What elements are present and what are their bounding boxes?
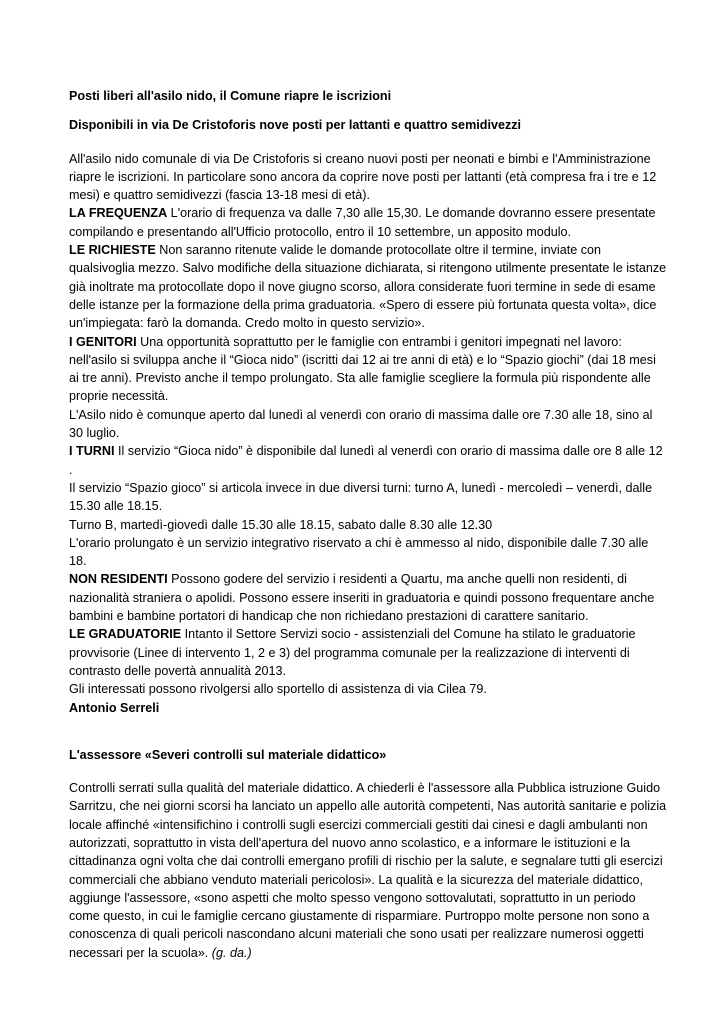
non-residenti-text: Possono godere del servizio i residenti a Quartu, ma anche quelli non residenti, di nazionalità straniera o apolidi. Possono essere inseriti in graduatoria e quindi possono frequentare anche bambini e bambine portatori di handicap che non richiedano prestazioni di carattere sanitario. xyxy=(69,572,655,624)
graduatorie-paragraph xyxy=(69,625,669,680)
richieste-paragraph xyxy=(69,241,669,332)
article-body xyxy=(69,150,669,717)
article-author: Antonio Serreli xyxy=(69,700,160,715)
graduatorie-heading: LE GRADUATORIE xyxy=(69,627,182,642)
turni-text: Il servizio “Gioca nido” è disponibile dal lunedì al venerdì con orario di massima dalle ore 8 alle 12 . xyxy=(69,444,663,477)
intro-paragraph: All'asilo nido comunale di via De Cristoforis si creano nuovi posti per neonati e bimbi e l'Amministrazione riapre le iscrizioni. In particolare sono ancora da coprire nove posti per lattanti (età compresa fra i tre e 12 mesi) e quattro semidivezzi (fascia 13-18 mesi di età). xyxy=(69,151,657,203)
contatti-paragraph: Gli interessati possono rivolgersi allo sportello di assistenza di via Cilea 79. xyxy=(69,682,487,697)
non-residenti-heading: NON RESIDENTI xyxy=(69,572,168,587)
non-residenti-paragraph xyxy=(69,570,669,625)
richieste-heading: LE RICHIESTE xyxy=(69,243,156,258)
spazio-gioco-paragraph: Il servizio “Spazio gioco” si articola invece in due diversi turni: turno A, lunedì - mercoledì – venerdì, dalle 15.30 alle 18.15. xyxy=(69,480,653,514)
genitori-text: Una opportunità soprattutto per le famiglie con entrambi i genitori impegnati nel lavoro: nell'asilo si sviluppa anche il “Gioca nido” (iscritti dai 12 ai tre anni di età) e lo “Spazio giochi” (dai 18 mesi ai tre anni). Previsto anche il tempo prolungato. Sta alle famiglie scegliere la formula più rispondente alle proprie necessità. xyxy=(69,334,656,404)
genitori-heading: I GENITORI xyxy=(69,334,137,349)
orario-paragraph: L'Asilo nido è comunque aperto dal lunedì al venerdì con orario di massima dalle ore 7.30 alle 18, sino al 30 luglio. xyxy=(69,407,653,441)
frequenza-heading: LA FREQUENZA xyxy=(69,206,168,221)
second-article-body xyxy=(69,779,669,962)
article-subtitle: Disponibili in via De Cristoforis nove posti per lattanti e quattro semidivezzi xyxy=(69,118,522,133)
prolungato-paragraph: L'orario prolungato è un servizio integrativo riservato a chi è ammesso al nido, disponibile dalle 7.30 alle 18. xyxy=(69,535,649,569)
graduatorie-text: Intanto il Settore Servizi socio - assistenziali del Comune ha stilato le graduatorie provvisorie (Linee di intervento 1, 2 e 3) del programma comunale per la realizzazione di interventi di contrasto delle povertà annualità 2013. xyxy=(69,627,636,678)
document-content xyxy=(69,87,669,962)
second-article-title: L'assessore «Severi controlli sul materiale didattico» xyxy=(69,747,387,762)
second-article-text: Controlli serrati sulla qualità del materiale didattico. A chiederli è l'assessore alla Pubblica istruzione Guido Sarritzu, che nei giorni scorsi ha lanciato un appello alle autorità competenti, Nas autorità sanitarie e polizia locale affinché «intensifichino i controlli sugli esercizi commerciali gestiti dai cinesi e dagli ambulanti non autorizzati, soprattutto in vista dell'apertura del nuovo anno scolastico, e a informare le istituzioni e la cittadinanza ogni volta che dai controlli emergano profili di rischio per la salute, e segnalare tutti gli esercizi commerciali che abbiano venduto materiali pericolosi». La qualità e la sicurezza del materiale didattico, aggiunge l'assessore, «sono aspetti che molto spesso vengono sottovalutati, soprattutto in un periodo come questo, in cui le famiglie cercano giustamente di risparmiare. Purtroppo molte persone non sono a conoscenza di quali pericoli nascondano alcuni materiali che sono usati per realizzare numerosi oggetti necessari per la scuola». xyxy=(69,781,667,960)
richieste-text: Non saranno ritenute valide le domande protocollate oltre il termine, inviate con qualsivoglia mezzo. Salvo modifiche della situazione dichiarata, si ritengono utilmente presentate le istanze già inoltrate ma protocollate dopo il nove giugno scorso, allora considerate fuori termine in sede di esame delle istanze per la formazione della prima graduatoria. «Spero di essere più fortunata questa volta», dice un'impiegata: farò la domanda. Credo molto in questo servizio». xyxy=(69,243,667,331)
article-title: Posti liberi all'asilo nido, il Comune riapre le iscrizioni xyxy=(69,89,392,103)
frequenza-paragraph xyxy=(69,204,669,241)
genitori-paragraph xyxy=(69,333,669,406)
frequenza-text: L'orario di frequenza va dalle 7,30 alle 15,30. Le domande dovranno essere presentate compilando e presentando all'Ufficio protocollo, entro il 10 settembre, un apposito modulo. xyxy=(69,206,656,239)
turni-heading: I TURNI xyxy=(69,444,115,459)
second-article-signature: (g. da.) xyxy=(208,945,252,960)
turno-b-paragraph: Turno B, martedì-giovedì dalle 15.30 alle 18.15, sabato dalle 8.30 alle 12.30 xyxy=(69,517,493,532)
turni-paragraph xyxy=(69,442,669,479)
